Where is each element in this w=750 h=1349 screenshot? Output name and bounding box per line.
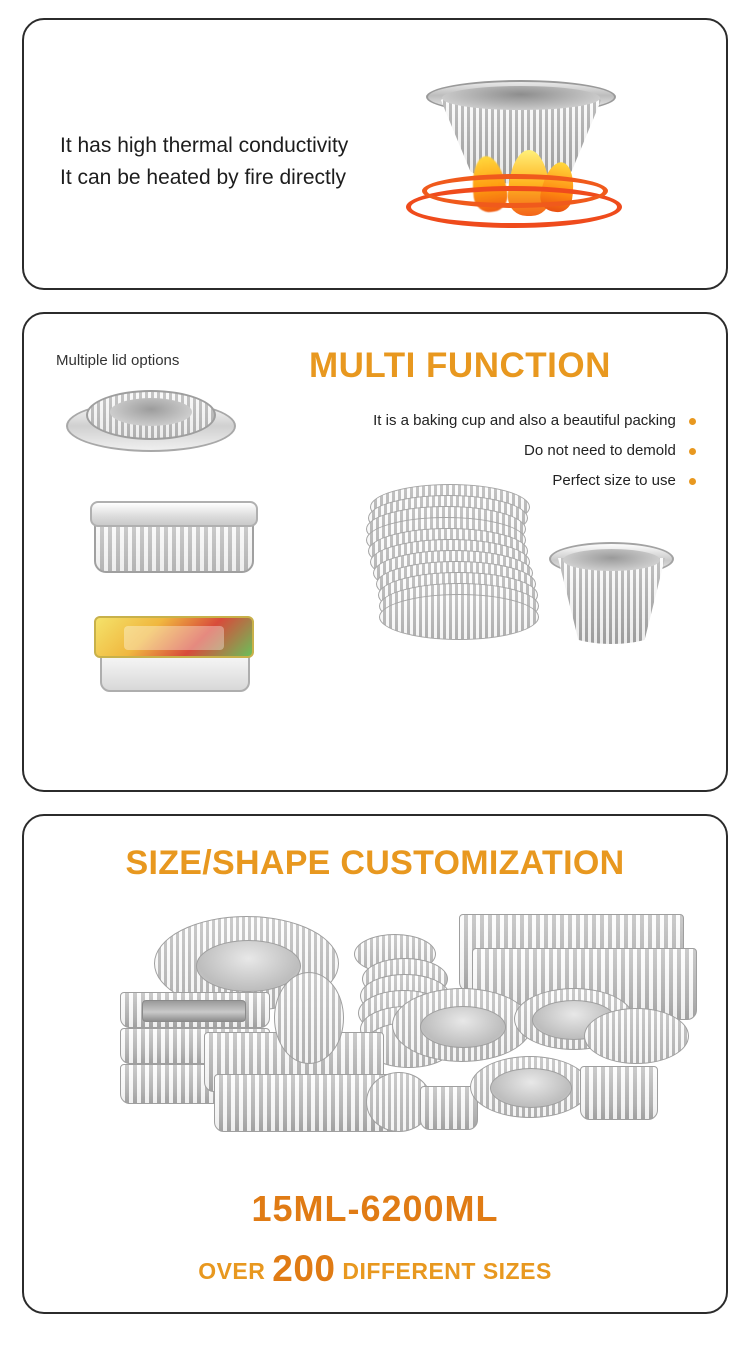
single-round-foil-cup [549, 542, 674, 662]
multi-function-bullet-list [373, 406, 696, 496]
thermal-line-2: It can be heated by fire directly [60, 166, 346, 189]
tray-oval-medium-inner [420, 1006, 506, 1048]
rect-tray-clear-lid [90, 501, 258, 527]
burner-ring-inner [422, 174, 608, 208]
lid-option-rect-container [94, 499, 254, 577]
tray-tall-cup [274, 972, 344, 1064]
bullet-text: Do not need to demold [524, 442, 676, 459]
sizes-prefix: OVER [198, 1258, 266, 1284]
tray-mini-square [420, 1086, 478, 1130]
thermal-conductivity-card [22, 18, 728, 290]
oval-cup-stack [364, 484, 539, 659]
tray-square-front [580, 1066, 658, 1120]
sizes-suffix: DIFFERENT SIZES [342, 1258, 552, 1284]
size-customization-title: SIZE/SHAPE CUSTOMIZATION [125, 844, 625, 882]
multi-function-title: MULTI FUNCTION [309, 346, 611, 385]
bullet-text: Perfect size to use [552, 472, 676, 489]
bullet-dot-icon [689, 418, 696, 425]
tray-round-front-inner [490, 1068, 572, 1108]
lid-option-printed-container [94, 616, 254, 696]
printed-paper-lid [94, 616, 254, 658]
assorted-trays-illustration [114, 896, 694, 1186]
thermal-text-block [60, 130, 348, 194]
bullet-dot-icon [689, 448, 696, 455]
multi-function-card [22, 312, 728, 792]
thermal-line-1: It has high thermal conductivity [60, 134, 349, 157]
bullet-dot-icon [689, 478, 696, 485]
lid-options-caption: Multiple lid options [56, 352, 180, 369]
stack-layer [379, 594, 539, 640]
lid-option-round-container [66, 382, 236, 462]
round-lid-top [110, 398, 192, 426]
tray-rect-dark-lid [142, 1000, 246, 1022]
sizes-count-line [24, 1248, 726, 1290]
list-item [373, 406, 696, 436]
size-shape-customization-card [22, 814, 728, 1314]
volume-range-text: 15ML-6200ML [251, 1188, 499, 1229]
list-item [373, 436, 696, 466]
cup-inner [563, 549, 660, 571]
bowl-inner [442, 86, 600, 110]
bullet-text: It is a baking cup and also a beautiful packing [373, 412, 676, 429]
stacked-cups-illustration [364, 484, 684, 734]
tray-round-right [584, 1008, 689, 1064]
bowl-over-flame-illustration [396, 70, 656, 270]
sizes-count: 200 [272, 1248, 336, 1289]
